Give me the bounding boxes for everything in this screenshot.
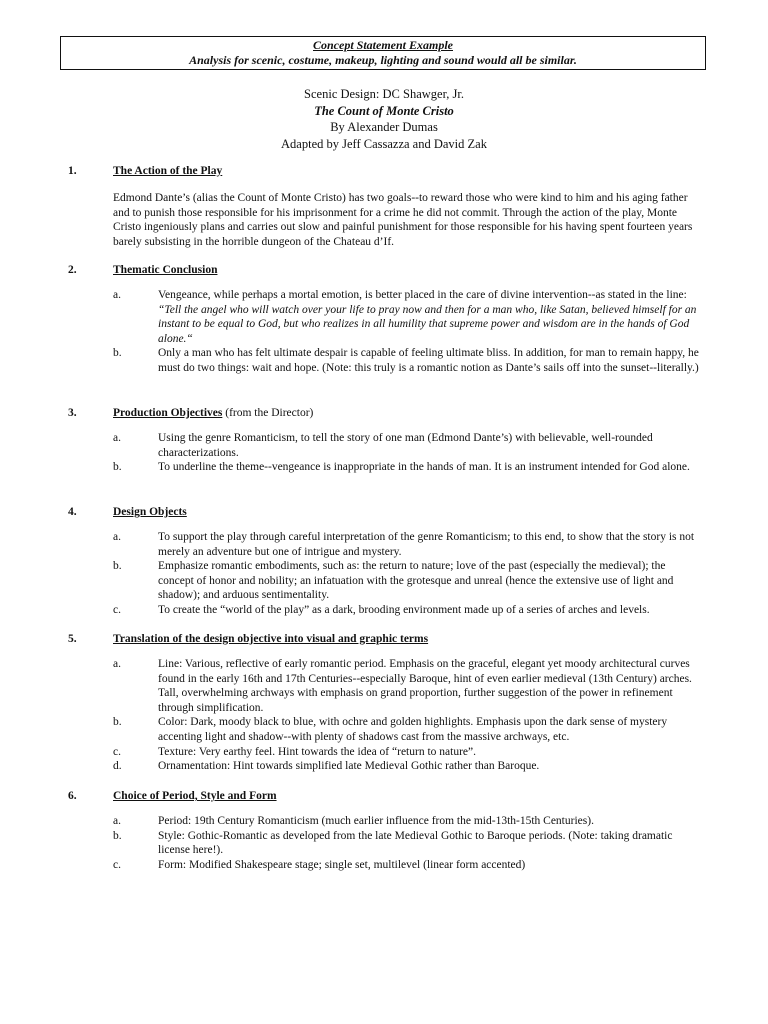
item-text: Color: Dark, moody black to blue, with ochre and golden highlights. Emphasis upon the dark sense of mystery accenting light and shadow--with plenty of shadows cast from the massive archways, etc.	[158, 716, 668, 743]
item-text: Ornamentation: Hint towards simplified late Medieval Gothic rather than Baroque.	[158, 760, 540, 773]
list-item	[68, 288, 703, 346]
section-period-style-form	[68, 789, 708, 872]
section-note: (from the Director)	[222, 407, 314, 419]
item-text: Only a man who has felt ultimate despair is capable of feeling ultimate bliss. In addition, for man to remain happy, he must do two things: wait and hope. (Note: this truly is a romantic notion as Dante’s sails off into the sunset--literally.)	[158, 347, 699, 374]
item-label: a.	[113, 815, 121, 827]
item-label: a.	[113, 432, 121, 444]
section-heading	[68, 789, 708, 804]
list-item	[68, 431, 703, 460]
item-label: b.	[113, 461, 122, 474]
item-label: c.	[113, 603, 121, 616]
item-text: Form: Modified Shakespeare stage; single set, multilevel (linear form accented)	[158, 858, 526, 871]
item-list	[68, 431, 708, 475]
section-action	[68, 164, 708, 249]
list-item	[68, 530, 703, 559]
section-number: 6.	[68, 790, 77, 802]
section-heading	[68, 164, 708, 179]
list-item	[68, 814, 703, 829]
list-item	[68, 715, 703, 744]
item-quote: “Tell the angel who will watch over your life to pray now and then for a man who, like Satan, believed himself for an instant to be equal to God, but who realizes in all humility that supreme power and wisdom are in the hands of God alone.“	[158, 303, 697, 345]
header-title: Concept Statement Example	[313, 38, 453, 52]
section-number: 2.	[68, 264, 77, 276]
list-item	[68, 759, 703, 774]
item-text: Style: Gothic-Romantic as developed from the late Medieval Gothic to Baroque periods. (Note: taking dramatic license here!).	[158, 829, 673, 857]
item-list	[68, 657, 708, 774]
item-label: b.	[113, 347, 122, 360]
item-label: a.	[113, 531, 121, 543]
section-number: 3.	[68, 407, 77, 419]
section-title: Thematic Conclusion	[113, 264, 218, 276]
item-list	[68, 530, 708, 618]
title-block	[0, 86, 768, 152]
section-number: 1.	[68, 165, 77, 177]
section-number: 5.	[68, 633, 77, 645]
item-text: To underline the theme--vengeance is inappropriate in the hands of man. It is an instrument intended for God alone.	[158, 461, 690, 474]
author-line: By Alexander Dumas	[330, 120, 438, 134]
list-item	[68, 346, 703, 375]
play-title: The Count of Monte Cristo	[314, 103, 454, 118]
header-subtitle: Analysis for scenic, costume, makeup, lighting and sound would all be similar.	[189, 53, 577, 67]
item-list	[68, 288, 708, 376]
item-label: d.	[113, 760, 122, 773]
header-box	[60, 36, 706, 70]
item-label: c.	[113, 858, 121, 871]
item-label: a.	[113, 658, 121, 670]
section-title: Translation of the design objective into visual and graphic terms	[113, 633, 429, 645]
item-text: Texture: Very earthy feel. Hint towards the idea of “return to nature”.	[158, 745, 476, 758]
list-item	[68, 745, 703, 760]
item-text: Vengeance, while perhaps a mortal emotion, is better placed in the care of divine intervention--as stated in the line:	[158, 289, 687, 301]
section-heading	[68, 406, 708, 421]
section-heading	[68, 632, 708, 647]
section-translation	[68, 632, 708, 774]
item-text: Emphasize romantic embodiments, such as: the return to nature; love of the past (especially the medieval); the concept of honor and nobility; an infatuation with the grotesque and unreal (hence the extensive use of light and shadow); and arduous sentimentality.	[158, 560, 674, 602]
list-item	[68, 603, 703, 618]
list-item	[68, 460, 703, 475]
list-item	[68, 829, 703, 858]
item-list	[68, 814, 708, 872]
section-heading	[68, 263, 708, 278]
section-title: Production Objectives	[113, 407, 223, 419]
item-label: b.	[113, 560, 122, 573]
section-number: 4.	[68, 506, 77, 518]
item-text: To support the play through careful interpretation of the genre Romanticism; to this end, to show that the story is not merely an adventure but one of intrigue and mystery.	[158, 531, 695, 558]
section-title: The Action of the Play	[113, 165, 223, 177]
section-design-objects	[68, 505, 708, 618]
section-title: Choice of Period, Style and Form	[113, 790, 277, 802]
section-body: Edmond Dante’s (alias the Count of Monte Cristo) has two goals--to reward those who were kind to him and his aging father and to punish those responsible for his imprisonment for a crime he did not commit. Through the action of the play, Monte Cristo ingeniously plans and carries out slow and painful punishment for those responsible for his having spent fourteen years barely subsisting in the horrible dungeon of the Chateau d’If.	[113, 192, 693, 248]
item-text: To create the “world of the play” as a dark, brooding environment made up of a series of arches and levels.	[158, 603, 650, 616]
list-item	[68, 559, 703, 603]
list-item	[68, 657, 703, 715]
item-label: b.	[113, 829, 122, 842]
designer-line: Scenic Design: DC Shawger, Jr.	[304, 87, 464, 101]
list-item	[68, 858, 703, 873]
section-thematic-conclusion	[68, 263, 708, 376]
section-title: Design Objects	[113, 506, 187, 518]
item-label: a.	[113, 289, 121, 301]
adapted-line: Adapted by Jeff Cassazza and David Zak	[281, 136, 487, 151]
section-production-objectives	[68, 406, 708, 475]
section-heading	[68, 505, 708, 520]
item-text: Using the genre Romanticism, to tell the story of one man (Edmond Dante’s) with believable, well-rounded characterizations.	[158, 432, 653, 459]
item-label: c.	[113, 745, 121, 758]
item-text: Line: Various, reflective of early romantic period. Emphasis on the graceful, elegant yet moody architectural curves found in the early 16th and 17th Centuries--especially Baroque, hint of even earlier medieval (13th Century) arches. Tall, overwhelming archways with emphasis on grand proportion, further suggestion of the power in refinement through simplification.	[158, 658, 692, 714]
item-label: b.	[113, 716, 122, 729]
item-text: Period: 19th Century Romanticism (much earlier influence from the mid-13th-15th Centuries).	[158, 815, 594, 827]
